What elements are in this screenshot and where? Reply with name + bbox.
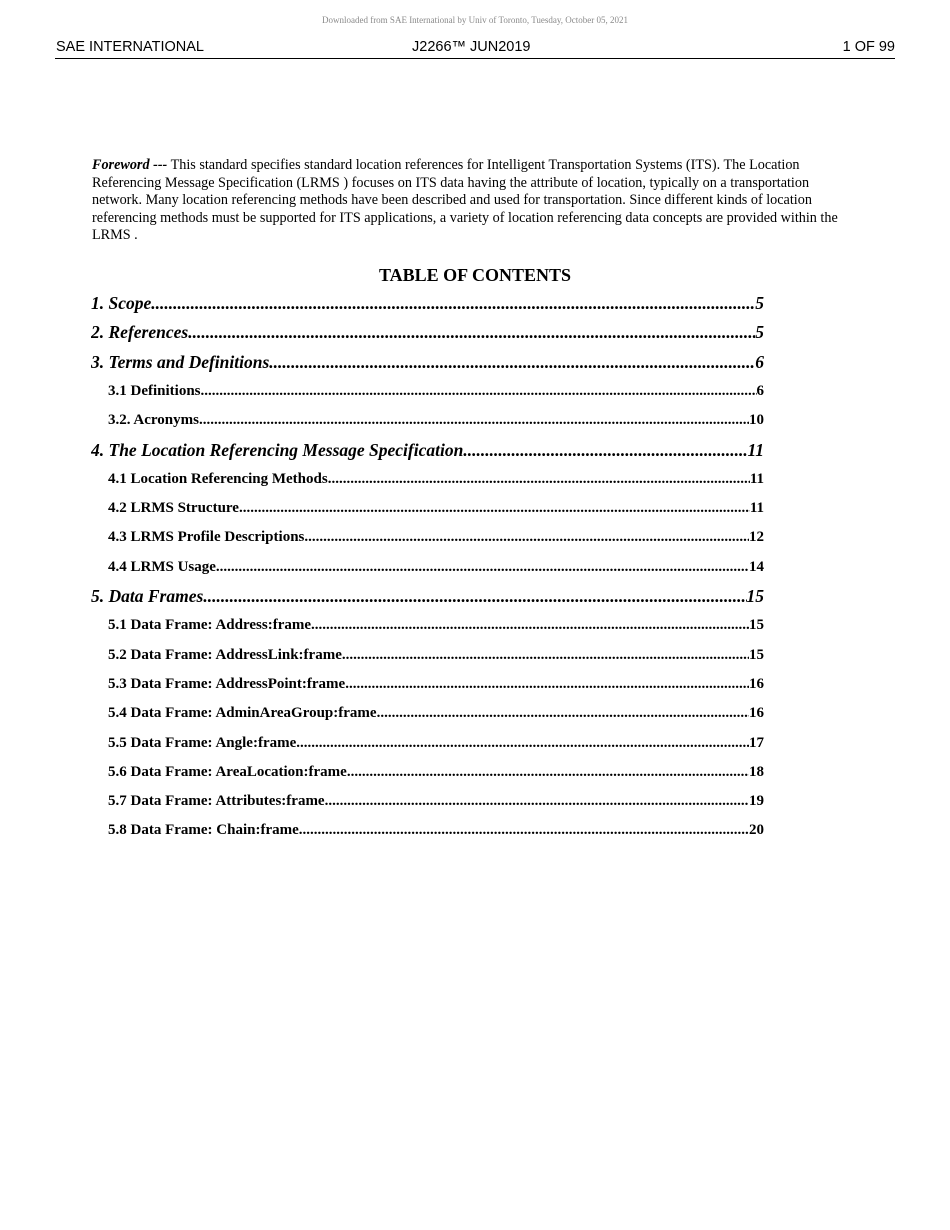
toc-entry-label: 5.3 Data Frame: AddressPoint:frame	[108, 675, 346, 692]
toc-entry[interactable]	[108, 735, 764, 752]
toc-dot-leader	[311, 617, 749, 634]
toc-dot-leader	[328, 471, 750, 488]
toc-entry-page: 6	[755, 351, 764, 372]
toc-dot-leader	[203, 586, 746, 607]
toc-entry-label: 1. Scope	[91, 293, 152, 313]
header-organization: SAE INTERNATIONAL	[56, 39, 204, 55]
toc-dot-leader	[296, 735, 749, 752]
toc-entry-label: 5.7 Data Frame: Attributes:frame	[108, 793, 325, 810]
foreword-paragraph	[92, 157, 852, 245]
toc-entry-label: 4.4 LRMS Usage	[108, 558, 216, 575]
toc-entry-page: 5	[755, 293, 764, 313]
toc-dot-leader	[199, 412, 749, 429]
toc-title: TABLE OF CONTENTS	[378, 265, 572, 285]
toc-entry-label: 2. References	[91, 322, 189, 343]
toc-entry-label: 4.1 Location Referencing Methods	[108, 470, 328, 487]
toc-entry-page: 18	[749, 763, 764, 780]
toc-entry-page: 16	[749, 705, 764, 722]
toc-dot-leader	[342, 647, 749, 664]
toc-entry[interactable]	[108, 793, 764, 810]
toc-entry[interactable]	[108, 471, 764, 488]
toc-dot-leader	[325, 793, 749, 810]
toc-dot-leader	[345, 676, 749, 693]
toc-dot-leader	[216, 559, 749, 576]
toc-entry-label: 3. Terms and Definitions	[91, 351, 270, 372]
toc-entry[interactable]	[108, 559, 764, 576]
toc-entry[interactable]	[108, 617, 764, 634]
toc-dot-leader	[299, 822, 749, 839]
toc-dot-leader	[377, 705, 749, 722]
toc-entry-label: 5.5 Data Frame: Angle:frame	[108, 734, 297, 751]
toc-dot-leader	[151, 293, 755, 314]
toc-entry-page: 12	[749, 529, 764, 546]
toc-entry-label: 5.6 Data Frame: AreaLocation:frame	[108, 763, 347, 780]
page-header	[55, 38, 895, 59]
toc-entry-page: 5	[755, 322, 764, 343]
toc-entry-page: 15	[749, 646, 764, 663]
toc-entry-label: 5.8 Data Frame: Chain:frame	[108, 822, 299, 839]
toc-entry-label: 4.2 LRMS Structure	[108, 500, 239, 517]
toc-dot-leader	[269, 352, 755, 373]
toc-entry-page: 11	[747, 439, 764, 460]
toc-entry[interactable]	[108, 412, 764, 429]
foreword-text: This standard specifies standard location references for Intelligent Transportation Systems (ITS). The Location Referencing Message Specification (LRMS ) focuses on ITS data having the attribute of location, typically on a transportation network. Many location referencing methods have been described and used for transportation. Since different kinds of location referencing methods must be supported for ITS applications, a variety of location referencing data concepts are provided within the LRMS .	[92, 157, 838, 244]
toc-entry[interactable]	[108, 764, 764, 781]
header-page-number: 1 OF 99	[842, 39, 895, 55]
toc-dot-leader	[239, 500, 750, 517]
toc-entry-page: 20	[749, 822, 764, 839]
toc-entry-page: 6	[756, 382, 764, 399]
toc-entry[interactable]	[108, 529, 764, 546]
toc-entry[interactable]	[91, 293, 764, 314]
toc-entry[interactable]	[108, 383, 764, 400]
toc-entry[interactable]	[91, 586, 764, 607]
toc-dot-leader	[304, 529, 749, 546]
toc-entry[interactable]	[91, 440, 764, 461]
toc-entry-page: 19	[749, 793, 764, 810]
toc-entry-page: 14	[749, 558, 764, 575]
toc-entry-label: 5.1 Data Frame: Address:frame	[108, 617, 312, 634]
foreword-lead: Foreword ---	[92, 157, 168, 173]
toc-entry-page: 15	[749, 617, 764, 634]
toc-entry-label: 3.1 Definitions	[108, 382, 201, 399]
toc-entry[interactable]	[108, 705, 764, 722]
toc-entry-page: 11	[749, 470, 764, 487]
toc-entry-label: 4.3 LRMS Profile Descriptions	[108, 529, 305, 546]
toc-entry-page: 11	[749, 500, 764, 517]
toc-dot-leader	[188, 322, 755, 343]
toc-entry-page: 15	[746, 586, 764, 606]
toc-entry[interactable]	[108, 676, 764, 693]
toc-entry[interactable]	[91, 322, 764, 343]
toc-entry[interactable]	[91, 352, 764, 373]
toc-dot-leader	[201, 383, 757, 400]
toc-entry[interactable]	[108, 500, 764, 517]
download-watermark: Downloaded from SAE International by Univ of Toronto, Tuesday, October 05, 2021	[321, 15, 629, 25]
toc-entry-label: 4. The Location Referencing Message Specification	[91, 439, 464, 460]
toc-entry[interactable]	[108, 822, 764, 839]
toc-entry-label: 5.4 Data Frame: AdminAreaGroup:frame	[108, 705, 377, 722]
toc-entry-page: 17	[749, 734, 764, 751]
header-document-id: J2266™ JUN2019	[412, 39, 531, 55]
toc-entry-label: 3.2. Acronyms	[108, 412, 199, 429]
toc-entry-label: 5. Data Frames	[91, 586, 204, 606]
toc-entry-page: 16	[749, 675, 764, 692]
toc-dot-leader	[347, 764, 749, 781]
toc-dot-leader	[463, 440, 747, 461]
toc-entry-page: 10	[749, 412, 764, 429]
toc-entry-label: 5.2 Data Frame: AddressLink:frame	[108, 646, 342, 663]
toc-entry[interactable]	[108, 647, 764, 664]
